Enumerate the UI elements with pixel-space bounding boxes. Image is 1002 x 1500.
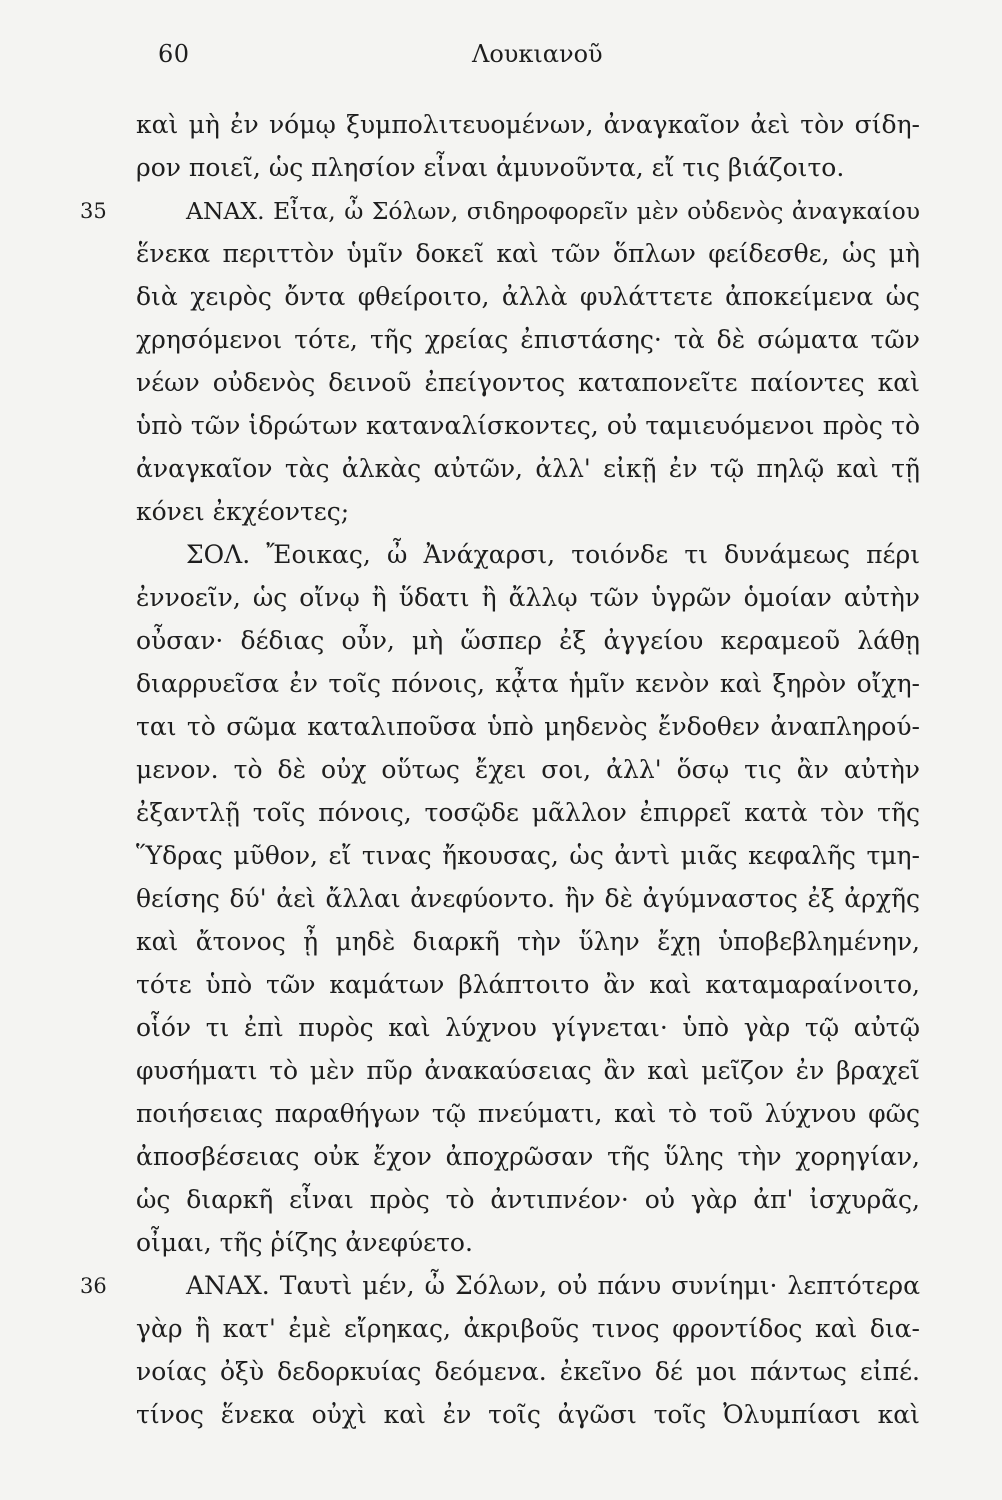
text-line: οἷόν τι ἐπὶ πυρὸς καὶ λύχνου γίγνεται· ὑπὸ γὰρ τῷ αὐτῷ [136, 1013, 920, 1042]
text-line: οὖσαν· δέδιας οὖν, μὴ ὥσπερ ἐξ ἀγγείου κεραμεοῦ λάθῃ [136, 626, 920, 655]
text-line: διαρρυεῖσα ἐν τοῖς πόνοις, κᾆτα ἡμῖν κενὸν καὶ ξηρὸν οἴχη- [136, 669, 920, 698]
text-line: Ὕδρας μῦθον, εἴ τινας ἤκουσας, ὡς ἀντὶ μιᾶς κεφαλῆς τμη- [136, 841, 920, 870]
text-line: γὰρ ἢ κατ' ἐμὲ εἴρηκας, ἀκριβοῦς τινος φροντίδος καὶ δια- [136, 1314, 920, 1343]
text-line: φυσήματι τὸ μὲν πῦρ ἀνακαύσειας ἂν καὶ μεῖζον ἐν βραχεῖ [136, 1056, 920, 1085]
text-line: ρον ποιεῖ, ὡς πλησίον εἶναι ἀμυνοῦντα, εἴ τις βιάζοιτο. [136, 153, 845, 182]
text-line: ἐννοεῖν, ὡς οἴνῳ ἢ ὕδατι ἢ ἄλλῳ τῶν ὑγρῶν ὁμοίαν αὐτὴν [136, 583, 920, 612]
text-line: θείσης δύ' ἀεὶ ἄλλαι ἀνεφύοντο. ἢν δὲ ἀγύμναστος ἐξ ἀρχῆς [136, 884, 920, 913]
text-line: ποιήσειας παραθήγων τῷ πνεύματι, καὶ τὸ τοῦ λύχνου φῶς [136, 1099, 920, 1128]
section-number: 36 [80, 1274, 107, 1298]
text-line: διὰ χειρὸς ὄντα φθείροιτο, ἀλλὰ φυλάττετε ἀποκείμενα ὡς [136, 282, 920, 311]
text-line: ΑΝΑΧ. Ταυτὶ μέν, ὦ Σόλων, οὐ πάνυ συνίημι· λεπτότερα [186, 1271, 920, 1300]
text-line: ὑπὸ τῶν ἱδρώτων καταναλίσκοντες, οὐ ταμιευόμενοι πρὸς τὸ [136, 411, 920, 440]
text-line: μενον. τὸ δὲ οὐχ οὕτως ἔχει σοι, ἀλλ' ὅσῳ τις ἂν αὐτὴν [136, 755, 920, 784]
text-line: τίνος ἕνεκα οὐχὶ καὶ ἐν τοῖς ἀγῶσι τοῖς Ὀλυμπίασι καὶ [136, 1400, 920, 1429]
page-number: 60 [158, 40, 190, 68]
text-line: ται τὸ σῶμα καταλιποῦσα ὑπὸ μηδενὸς ἔνδοθεν ἀναπληρού- [136, 712, 920, 741]
text-line: ἀποσβέσειας οὐκ ἔχον ἀποχρῶσαν τῆς ὕλης τὴν χορηγίαν, [136, 1142, 920, 1171]
text-line: ΑΝΑΧ. Εἶτα, ὦ Σόλων, σιδηροφορεῖν μὲν οὐδενὸς ἀναγκαίου [186, 197, 920, 225]
text-line: ΣΟΛ. Ἔοικας, ὦ Ἀνάχαρσι, τοιόνδε τι δυνάμεως πέρι [186, 540, 920, 569]
text-line: τότε ὑπὸ τῶν καμάτων βλάπτοιτο ἂν καὶ καταμαραίνοιτο, [136, 970, 920, 999]
text-line: νοίας ὀξὺ δεδορκυίας δεόμενα. ἐκεῖνο δέ μοι πάντως εἰπέ. [136, 1357, 920, 1386]
text-line: νέων οὐδενὸς δεινοῦ ἐπείγοντος καταπονεῖτε παίοντες καὶ [136, 368, 920, 397]
text-line: καὶ μὴ ἐν νόμῳ ξυμπολιτευομένων, ἀναγκαῖον ἀεὶ τὸν σίδη- [136, 110, 920, 139]
text-line: ἀναγκαῖον τὰς ἀλκὰς αὐτῶν, ἀλλ' εἰκῇ ἐν τῷ πηλῷ καὶ τῇ [136, 454, 920, 483]
text-line: ἕνεκα περιττὸν ὑμῖν δοκεῖ καὶ τῶν ὅπλων φείδεσθε, ὡς μὴ [136, 239, 920, 268]
running-title: Λουκιανοῦ [472, 40, 603, 68]
text-line: χρησόμενοι τότε, τῆς χρείας ἐπιστάσης· τὰ δὲ σώματα τῶν [136, 325, 920, 354]
text-line: ἐξαντλῇ τοῖς πόνοις, τοσῷδε μᾶλλον ἐπιρρεῖ κατὰ τὸν τῆς [136, 798, 920, 827]
section-number: 35 [80, 199, 107, 223]
text-line: οἶμαι, τῆς ῥίζης ἀνεφύετο. [136, 1228, 473, 1257]
text-line: καὶ ἄτονος ᾖ μηδὲ διαρκῆ τὴν ὕλην ἔχῃ ὑποβεβλημένην, [136, 927, 920, 956]
text-line: κόνει ἐκχέοντες; [136, 497, 350, 526]
text-line: ὡς διαρκῆ εἶναι πρὸς τὸ ἀντιπνέον· οὐ γὰρ ἀπ' ἰσχυρᾶς, [136, 1185, 920, 1214]
